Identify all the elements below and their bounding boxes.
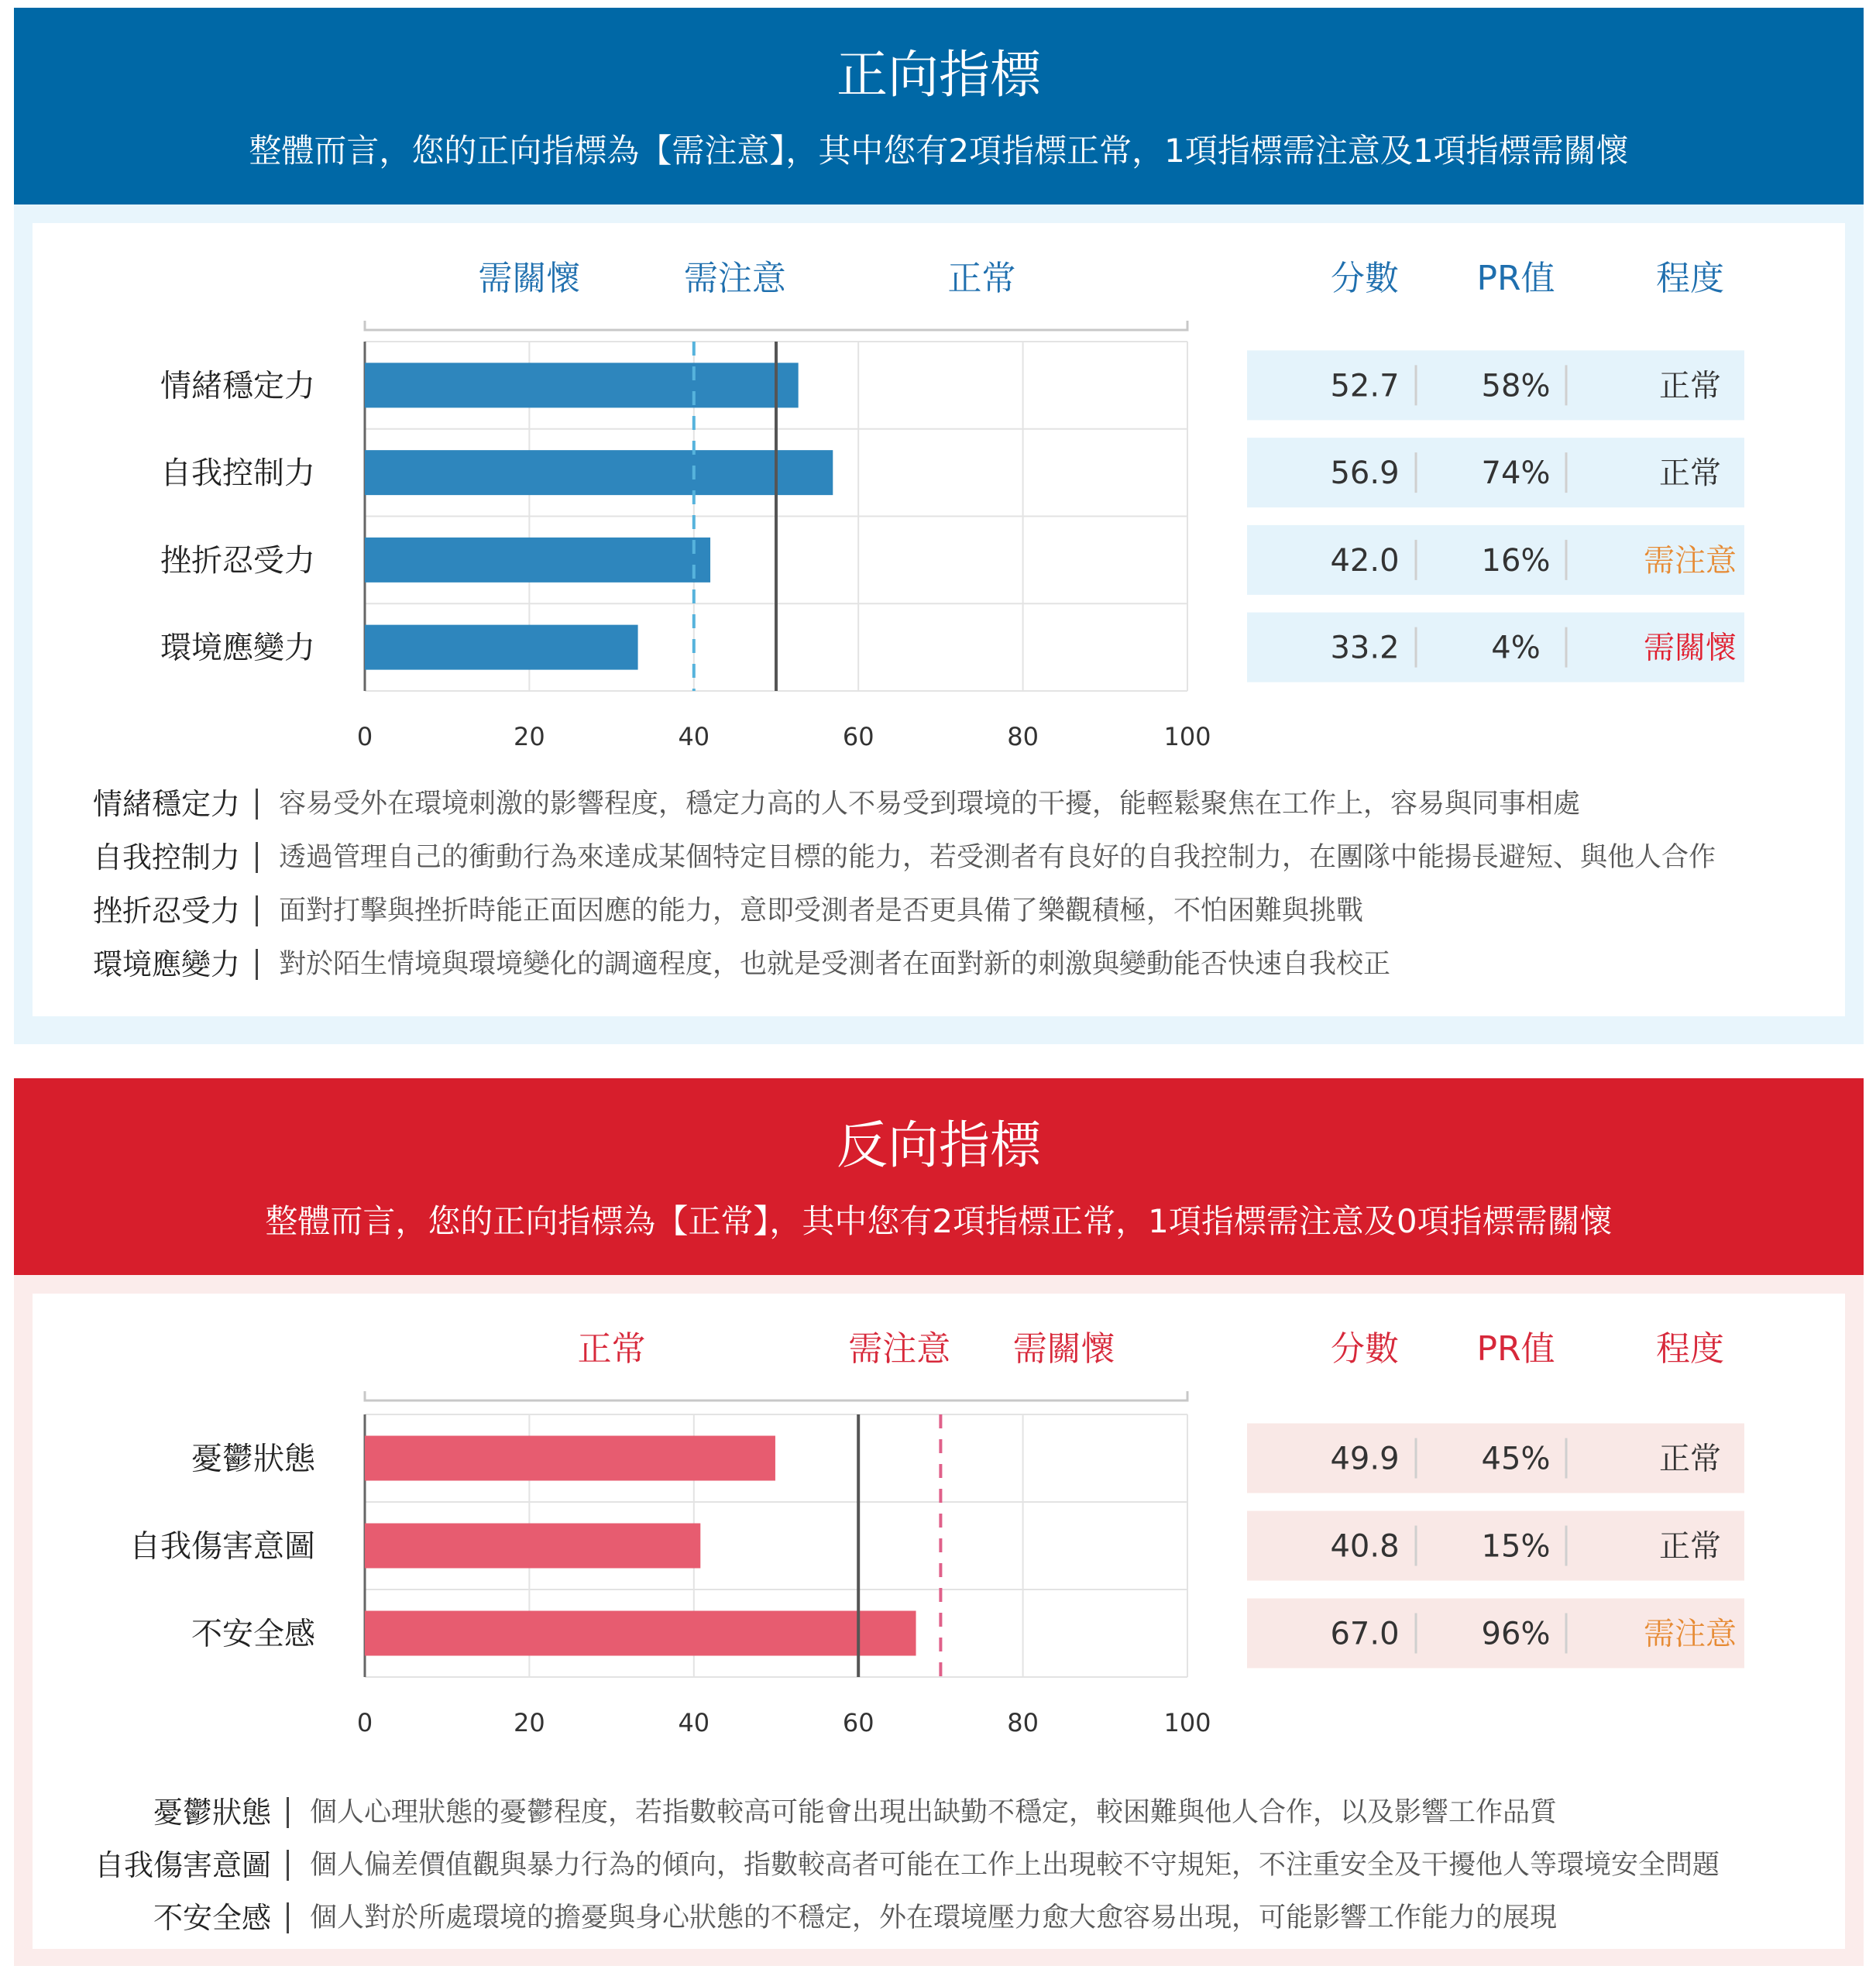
x-tick-label: 40: [678, 1708, 710, 1737]
pr-value: 15%: [1481, 1528, 1551, 1565]
description-name: 自我控制力: [92, 840, 240, 875]
pr-value: 58%: [1481, 368, 1551, 404]
x-tick-label: 80: [1007, 722, 1039, 751]
level-value: 需關懷: [1644, 630, 1737, 666]
negative-header: [14, 1078, 1864, 1275]
score-value: 49.9: [1330, 1441, 1400, 1477]
description-separator: [256, 789, 258, 820]
description-text: 容易受外在環境刺激的影響程度，穩定力高的人不易受到環境的干擾，能輕鬆聚焦在工作上，容易與同事相處: [279, 789, 1581, 820]
zone-label-1: 需注意: [848, 1329, 951, 1369]
x-tick-label: 40: [678, 722, 710, 751]
positive-header: [14, 8, 1864, 204]
description-separator: [287, 1850, 289, 1881]
zone-label-2: 正常: [947, 259, 1016, 298]
description-row: [33, 1789, 1845, 1836]
x-tick-label: 0: [356, 722, 373, 751]
description-text: 個人心理狀態的憂鬱程度，若指數較高可能會出現出缺勤不穩定，較困難與他人合作，以及影響工作品質: [310, 1797, 1558, 1828]
description-name: 環境應變力: [92, 947, 240, 981]
score-value: 33.2: [1330, 630, 1400, 666]
zone-label-2: 需關懷: [1012, 1329, 1115, 1369]
level-value: 正常: [1659, 455, 1721, 492]
negative-chart: [33, 1294, 1845, 1751]
description-text: 透過管理自己的衝動行為來達成某個特定目標的能力，若受測者有良好的自我控制力，在團隊中能揚長避短、與他人合作: [279, 842, 1716, 873]
negative-section: [14, 1078, 1864, 1966]
score-value: 56.9: [1330, 455, 1400, 492]
table-header-2: 程度: [1656, 1329, 1724, 1369]
table-header-2: 程度: [1656, 259, 1724, 298]
description-separator: [287, 1902, 289, 1933]
table-header-0: 分數: [1331, 259, 1399, 298]
zone-label-0: 需關懷: [478, 259, 581, 298]
category-label-3: 不安全感: [191, 1616, 315, 1652]
bar-2: [365, 1524, 700, 1569]
pr-value: 45%: [1481, 1441, 1551, 1477]
table-header-0: 分數: [1331, 1329, 1399, 1369]
description-separator: [256, 949, 258, 980]
score-value: 40.8: [1330, 1528, 1400, 1565]
description-name: 挫折忍受力: [92, 894, 240, 928]
x-tick-label: 100: [1163, 722, 1211, 751]
description-separator: [256, 895, 258, 926]
x-tick-label: 100: [1163, 1708, 1211, 1737]
zone-bracket: [365, 321, 1187, 330]
x-tick-label: 0: [356, 1708, 373, 1737]
description-row: [33, 781, 1845, 827]
bar-2: [365, 450, 833, 495]
x-tick-label: 20: [514, 1708, 545, 1737]
description-text: 個人偏差價值觀與暴力行為的傾向，指數較高者可能在工作上出現較不守規矩，不注重安全及干擾他人等環境安全問題: [310, 1850, 1720, 1881]
description-text: 對於陌生情境與環境變化的調適程度，也就是受測者在面對新的刺激與變動能否快速自我校正: [279, 949, 1391, 980]
level-value: 需注意: [1644, 1616, 1737, 1652]
x-tick-label: 60: [842, 722, 874, 751]
positive-title: 正向指標: [837, 45, 1041, 105]
table-header-1: PR值: [1476, 259, 1555, 298]
bar-1: [365, 363, 799, 407]
zone-label-1: 需注意: [683, 259, 786, 298]
negative-summary: 整體而言，您的正向指標為【正常】，其中您有2項指標正常，1項指標需注意及0項指標需關懷: [265, 1202, 1613, 1240]
pr-value: 74%: [1481, 455, 1551, 492]
level-value: 需注意: [1644, 542, 1737, 579]
x-tick-label: 20: [514, 722, 545, 751]
zone-label-0: 正常: [577, 1329, 646, 1369]
description-row: [33, 1895, 1845, 1941]
description-text: 面對打擊與挫折時能正面因應的能力，意即受測者是否更具備了樂觀積極，不怕困難與挑戰: [279, 895, 1364, 926]
level-value: 正常: [1659, 1441, 1721, 1477]
pr-value: 96%: [1481, 1616, 1551, 1652]
description-row: [33, 888, 1845, 934]
zone-bracket: [365, 1391, 1187, 1400]
description-name: 情緒穩定力: [92, 787, 240, 821]
bar-1: [365, 1436, 775, 1481]
description-separator: [287, 1797, 289, 1828]
description-row: [33, 1842, 1845, 1888]
positive-section: [14, 8, 1864, 1044]
bar-3: [365, 1611, 916, 1656]
negative-panel: [14, 1275, 1864, 1966]
positive-chart: [33, 223, 1845, 765]
score-value: 52.7: [1330, 368, 1400, 404]
table-header-1: PR值: [1476, 1329, 1555, 1369]
positive-card: [33, 223, 1845, 1016]
level-value: 正常: [1659, 1528, 1721, 1565]
category-label-2: 自我傷害意圖: [129, 1528, 315, 1565]
x-tick-label: 80: [1007, 1708, 1039, 1737]
negative-title: 反向指標: [837, 1115, 1041, 1175]
description-name: 不安全感: [153, 1901, 271, 1935]
description-row: [33, 834, 1845, 881]
category-label-1: 憂鬱狀態: [191, 1441, 315, 1477]
description-name: 憂鬱狀態: [153, 1796, 271, 1830]
negative-card: [33, 1294, 1845, 1949]
level-value: 正常: [1659, 368, 1721, 404]
category-label-1: 情緒穩定力: [160, 368, 315, 404]
score-value: 42.0: [1330, 542, 1400, 579]
pr-value: 4%: [1491, 630, 1541, 666]
category-label-3: 挫折忍受力: [160, 542, 315, 579]
score-value: 67.0: [1330, 1616, 1400, 1652]
category-label-4: 環境應變力: [160, 630, 315, 666]
positive-summary: 整體而言，您的正向指標為【需注意】，其中您有2項指標正常，1項指標需注意及1項指標需關懷: [249, 132, 1629, 170]
positive-panel: [14, 204, 1864, 1044]
description-name: 自我傷害意圖: [94, 1848, 271, 1882]
pr-value: 16%: [1481, 542, 1551, 579]
bar-4: [365, 625, 638, 670]
description-row: [33, 941, 1845, 988]
category-label-2: 自我控制力: [160, 455, 315, 492]
bar-3: [365, 538, 710, 583]
description-text: 個人對於所處環境的擔憂與身心狀態的不穩定，外在環境壓力愈大愈容易出現，可能影響工作能力的展現: [310, 1902, 1558, 1933]
description-separator: [256, 842, 258, 873]
x-tick-label: 60: [842, 1708, 874, 1737]
